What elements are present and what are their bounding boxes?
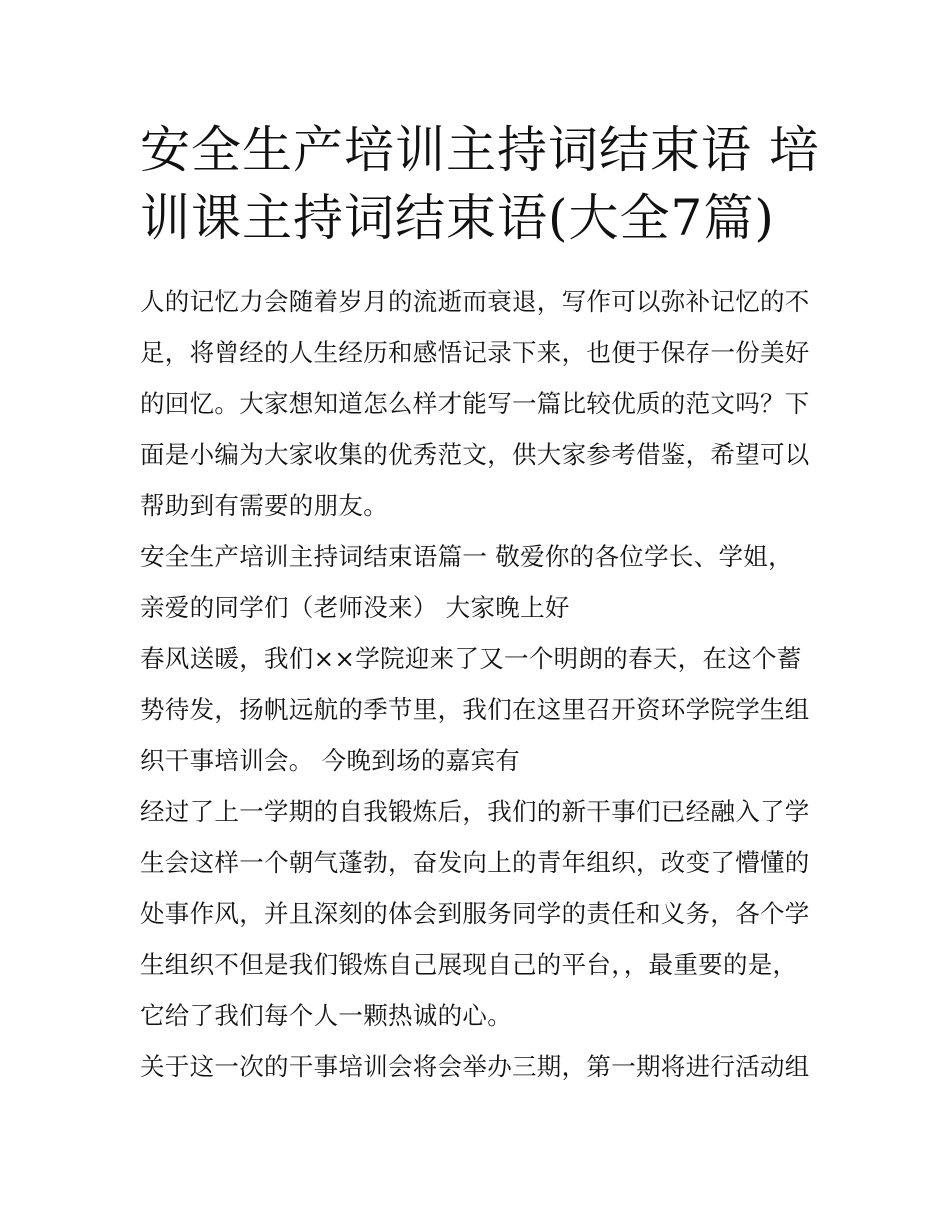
paragraph-greeting-1: 安全生产培训主持词结束语篇一 敬爱你的各位学长、学姐， [140,542,793,571]
paragraph-plan: 关于这一次的干事培训会将会举办三期，第一期将进行活动组 [140,1052,810,1081]
paragraph-review: 经过了上一学期的自我锻炼后，我们的新干事们已经融入了学生会这样一个朝气蓬勃，奋发向上的青年组织，改变了懵懂的处事作风，并且深刻的体会到服务同学的责任和义务，各个学生组织不但是我们锻炼自己展现自己的平台，，最重要的是，它给了我们每个人一颗热诚的心。 [140,797,810,1030]
document-title: 安全生产培训主持词结束语 培训课主持词结束语(大全7篇) [140,121,820,247]
paragraph-greeting-2: 亲爱的同学们（老师没来） 大家晚上好 [140,593,570,622]
document-body [140,276,820,1092]
paragraph-intro: 人的记忆力会随着岁月的流逝而衰退，写作可以弥补记忆的不足，将曾经的人生经历和感悟记录下来，也便于保存一份美好的回忆。大家想知道怎么样才能写一篇比较优质的范文吗？下面是小编为大家收集的优秀范文，供大家参考借鉴，希望可以帮助到有需要的朋友。 [140,287,810,520]
paragraph-opening: 春风送暖，我们××学院迎来了又一个明朗的春天，在这个蓄势待发，扬帆远航的季节里，我们在这里召开资环学院学生组织干事培训会。 今晚到场的嘉宾有 [140,644,810,775]
